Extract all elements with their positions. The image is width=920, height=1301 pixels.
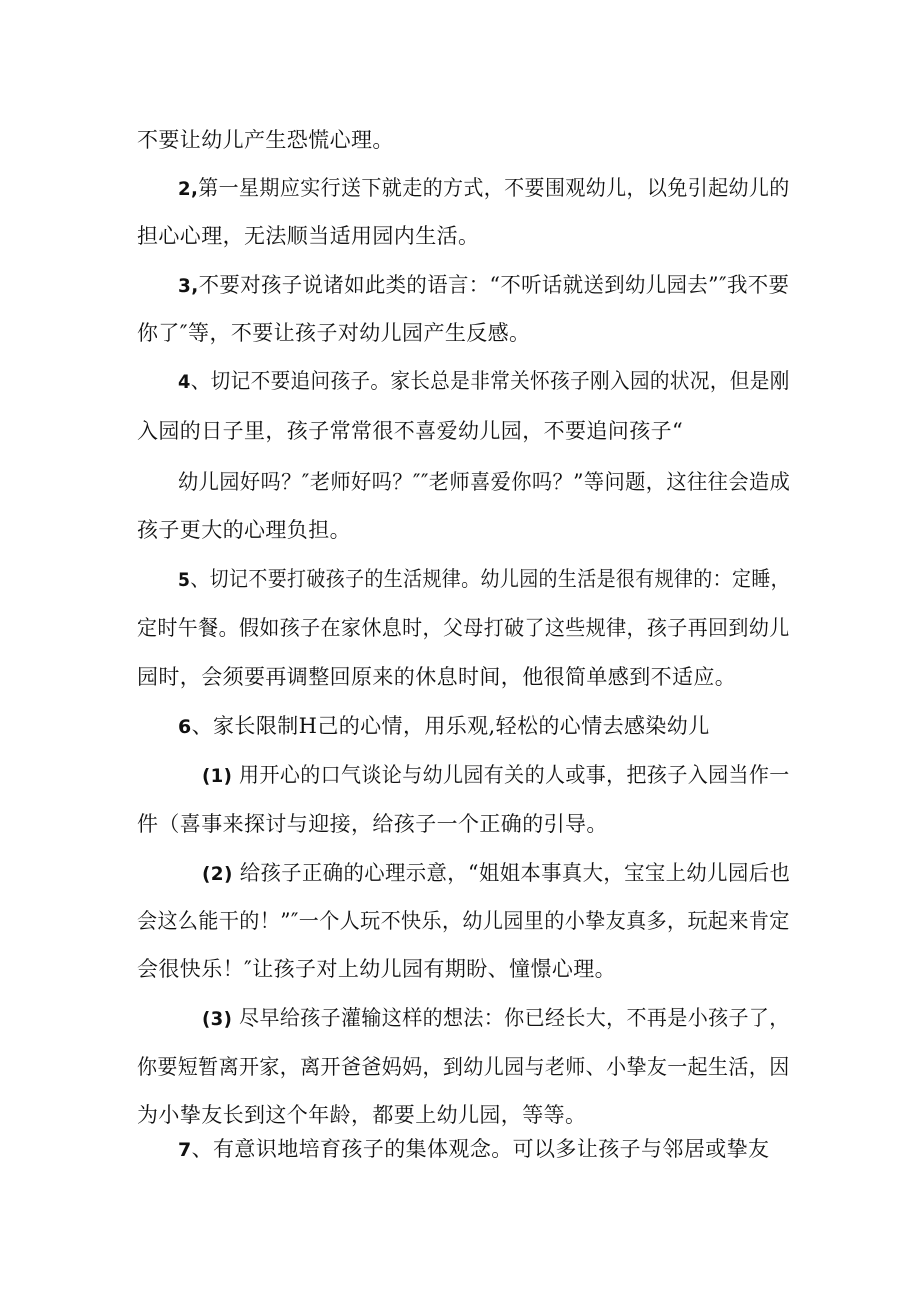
text-line: (1) 用开心的口气谈论与幼儿园有关的人或事，把孩子入园当作一 (202, 763, 790, 787)
text-line: 件（喜事来探讨与迎接，给孩子一个正确的引导。 (137, 812, 608, 836)
list-number: (2) (202, 863, 233, 885)
list-number: 4 (178, 371, 191, 393)
list-number: 6 (178, 716, 192, 738)
text-line: 孩子更大的心理负担。 (137, 518, 351, 542)
text-line: (2) 给孩子正确的心理示意，“姐姐本事真大，宝宝上幼儿园后也 (202, 861, 791, 885)
text-line: 你要短暂离开家，离开爸爸妈妈，到幼儿园与老师、小挚友一起生活，因 (137, 1055, 790, 1079)
list-number: (3) (202, 1008, 233, 1030)
text-line: 园时，会须要再调整回原来的休息时间，他很简单感到不适应。 (137, 665, 737, 689)
text-line: 6、家长限制H己的心情，用乐观,轻松的心情去感染幼儿 (178, 714, 710, 738)
text-line: 入园的日子里，孩子常常很不喜爱幼儿园，不要追问孩子“ (137, 419, 684, 443)
text-line: 定时午餐。假如孩子在家休息时，父母打破了这些规律，孩子再回到幼儿 (137, 616, 790, 640)
text-line: 7、有意识地培育孩子的集体观念。可以多让孩子与邻居或挚友 (178, 1137, 770, 1161)
list-number: 3, (178, 275, 199, 297)
text-line: 会很快乐！″让孩子对上幼儿园有期盼、憧憬心理。 (137, 957, 617, 981)
text-line: 4、切记不要追问孩子。家长总是非常关怀孩子刚入园的状况，但是刚 (178, 369, 790, 393)
list-number: 7 (178, 1139, 192, 1161)
list-number: 2, (178, 178, 199, 200)
text-line: 不要让幼儿产生恐慌心理。 (137, 128, 394, 152)
text-line: 会这么能干的！”″一个人玩不快乐，幼儿园里的小挚友真多，玩起来肯定 (137, 909, 790, 933)
text-line: 3,不要对孩子说诸如此类的语言：“不听话就送到幼儿园去”″我不要 (178, 273, 790, 297)
list-number: 5 (178, 569, 191, 591)
text-line: 幼儿园好吗？″老师好吗？″″老师喜爱你吗？”等问题，这往往会造成 (178, 470, 791, 494)
list-number: (1) (202, 765, 233, 787)
text-line: 担心心理，无法顺当适用园内生活。 (137, 224, 480, 248)
text-line: (3) 尽早给孩子灌输这样的想法：你已经长大，不再是小孩子了， (202, 1006, 790, 1030)
text-line: 2,第一星期应实行送下就走的方式，不要围观幼儿，以免引起幼儿的 (178, 176, 790, 200)
text-line: 你了″等，不要让孩子对幼儿园产生反感。 (137, 321, 531, 345)
text-line: 为小挚友长到这个年龄，都要上幼儿园，等等。 (137, 1103, 587, 1127)
text-line: 5、切记不要打破孩子的生活规律。幼儿园的生活是很有规律的：定睡， (178, 567, 791, 591)
